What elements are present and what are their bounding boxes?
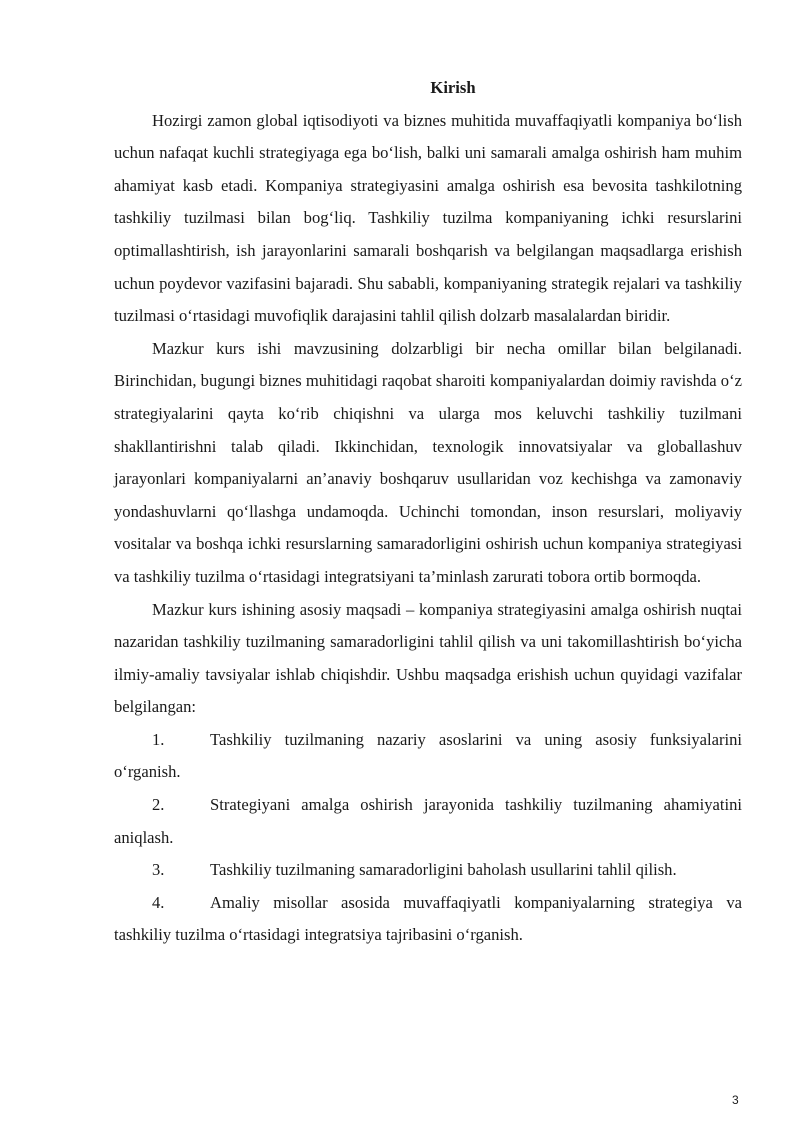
page-content — [114, 72, 742, 952]
paragraph-intro: Hozirgi zamon global iqtisodiyoti va biznes muhitida muvaffaqiyatli kompaniya bo‘lish uchun nafaqat kuchli strategiyaga ega bo‘lish, balki uni samarali amalga oshirish ham muhim ahamiyat kasb etadi. Kompaniya strategiyasini amalga oshirish esa bevosita tashkilotning tashkiliy tuzilmasi bilan bog‘liq. Tashkiliy tuzilma kompaniyaning ichki resurslarini optimallashtirish, ish jarayonlarini samarali boshqarish va belgilangan maqsadlarga erishish uchun poydevor vazifasini bajaradi. Shu sababli, kompaniyaning strategik rejalari va tashkiliy tuzilmasi o‘rtasidagi muvofiqlik darajasini tahlil qilish dolzarb masalalardan biridir. — [114, 110, 742, 326]
section-title: Kirish — [430, 78, 476, 97]
task-item — [114, 854, 742, 887]
task-text: Tashkiliy tuzilmaning nazariy asoslarini va uning asosiy funksiyalarini o‘rganish. — [114, 729, 742, 782]
page-number: 3 — [732, 1093, 739, 1107]
task-text: Strategiyani amalga oshirish jarayonida tashkiliy tuzilmaning ahamiyatini aniqlash. — [114, 795, 742, 847]
task-number: 3. — [152, 860, 165, 880]
paragraph-goal: Mazkur kurs ishining asosiy maqsadi – kompaniya strategiyasini amalga oshirish nuqtai nazaridan tashkiliy tuzilmaning samaradorligini tahlil qilish va uni takomillashtirish bo‘yicha ilmiy-amaliy tavsiyalar ishlab chiqishdir. Ushbu maqsadga erishish uchun quyidagi vazifalar belgilangan: — [114, 599, 742, 717]
paragraph-relevance: Mazkur kurs ishi mavzusining dolzarbligi bir necha omillar bilan belgilanadi. Birinchidan, bugungi biznes muhitidagi raqobat sharoiti kompaniyalardan doimiy ravishda o‘z strategiyalarini qayta ko‘rib chiqishni va ularga mos keluvchi tashkiliy tuzilmani shakllantirishni talab qiladi. Ikkinchidan, texnologik innovatsiyalar va globallashuv jarayonlari kompaniyalarni an’anaviy boshqaruv usullaridan voz kechishga va zamonaviy yondashuvlarni qo‘llashga undamoqda. Uchinchi tomondan, inson resurslari, moliyaviy vositalar va boshqa ichki resurslarning samaradorligini oshirish uchun kompaniya strategiyasi va tashkiliy tuzilma o‘rtasidagi integratsiyani ta’minlash zarurati tobora ortib bormoqda. — [114, 338, 742, 586]
task-item — [114, 887, 742, 952]
task-number: 4. — [152, 892, 165, 912]
task-item — [114, 724, 742, 789]
task-number: 1. — [152, 729, 165, 749]
task-text: Amaliy misollar asosida muvaffaqiyatli kompaniyalarning strategiya va tashkiliy tuzilma o‘rtasidagi integratsiya tajribasini o‘rganish. — [114, 892, 742, 945]
task-text: Tashkiliy tuzilmaning samaradorligini baholash usullarini tahlil qilish. — [210, 860, 677, 880]
task-item — [114, 789, 742, 854]
task-number: 2. — [152, 795, 165, 815]
